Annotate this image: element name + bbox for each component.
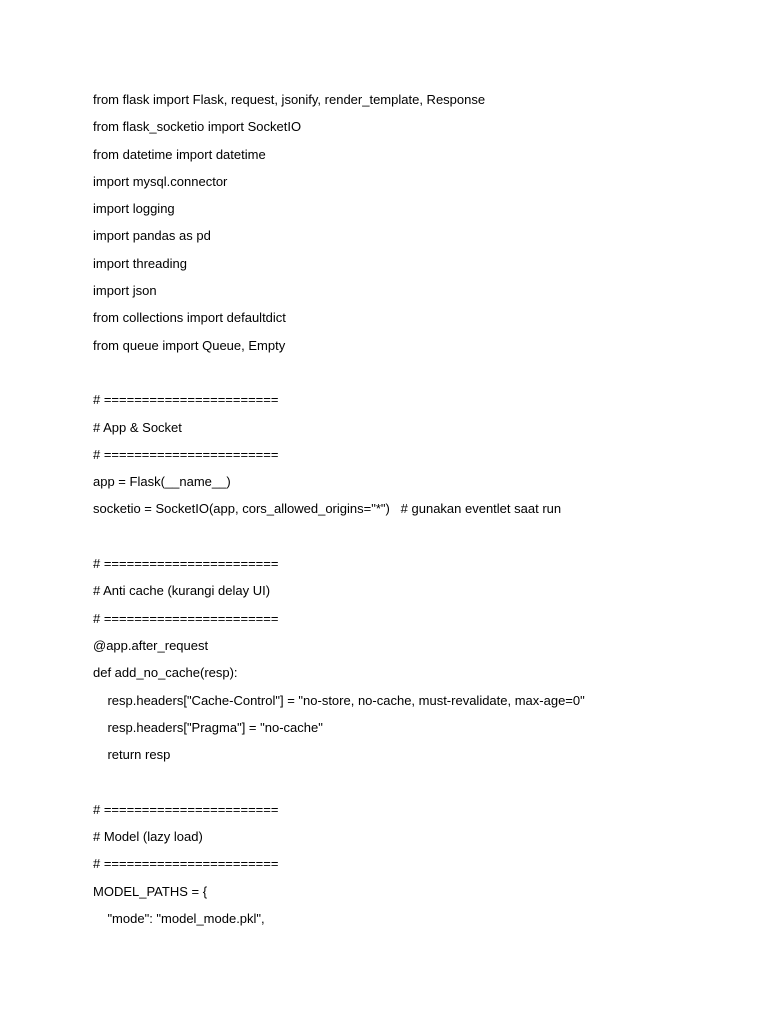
document-body	[93, 86, 733, 932]
code-line: import pandas as pd	[93, 228, 211, 244]
code-line: "mode": "model_mode.pkl",	[93, 910, 265, 926]
code-line: from datetime import datetime	[93, 146, 266, 162]
code-line: def add_no_cache(resp):	[93, 665, 238, 681]
comment-line: # Model (lazy load)	[93, 829, 203, 845]
comment-line: # App & Socket	[93, 419, 182, 435]
blank-line	[93, 359, 733, 386]
comment-line: # =======================	[93, 856, 279, 872]
comment-line: # =======================	[93, 610, 279, 626]
blank-line	[93, 768, 733, 795]
code-line: MODEL_PATHS = {	[93, 883, 208, 899]
code-line: import threading	[93, 255, 187, 271]
code-line: import mysql.connector	[93, 173, 228, 189]
code-line: from collections import defaultdict	[93, 310, 286, 326]
code-line: return resp	[93, 747, 171, 763]
code-line: from flask_socketio import SocketIO	[93, 119, 302, 135]
code-line: @app.after_request	[93, 637, 209, 653]
code-line: from flask import Flask, request, jsonify, render_template, Response	[93, 92, 486, 107]
comment-line: # =======================	[93, 801, 279, 817]
code-line: socketio = SocketIO(app, cors_allowed_origins="*") # gunakan eventlet saat run	[93, 501, 562, 517]
comment-line: # =======================	[93, 446, 279, 462]
code-line: import json	[93, 283, 157, 299]
comment-line: # =======================	[93, 392, 279, 408]
code-line: resp.headers["Pragma"] = "no-cache"	[93, 719, 323, 735]
code-line: from queue import Queue, Empty	[93, 337, 286, 353]
comment-line: # Anti cache (kurangi delay UI)	[93, 583, 271, 599]
code-line: import logging	[93, 201, 175, 217]
blank-line	[93, 523, 733, 550]
comment-line: # =======================	[93, 556, 279, 572]
code-line: app = Flask(__name__)	[93, 474, 231, 490]
code-line: resp.headers["Cache-Control"] = "no-store, no-cache, must-revalidate, max-age=0"	[93, 692, 585, 708]
